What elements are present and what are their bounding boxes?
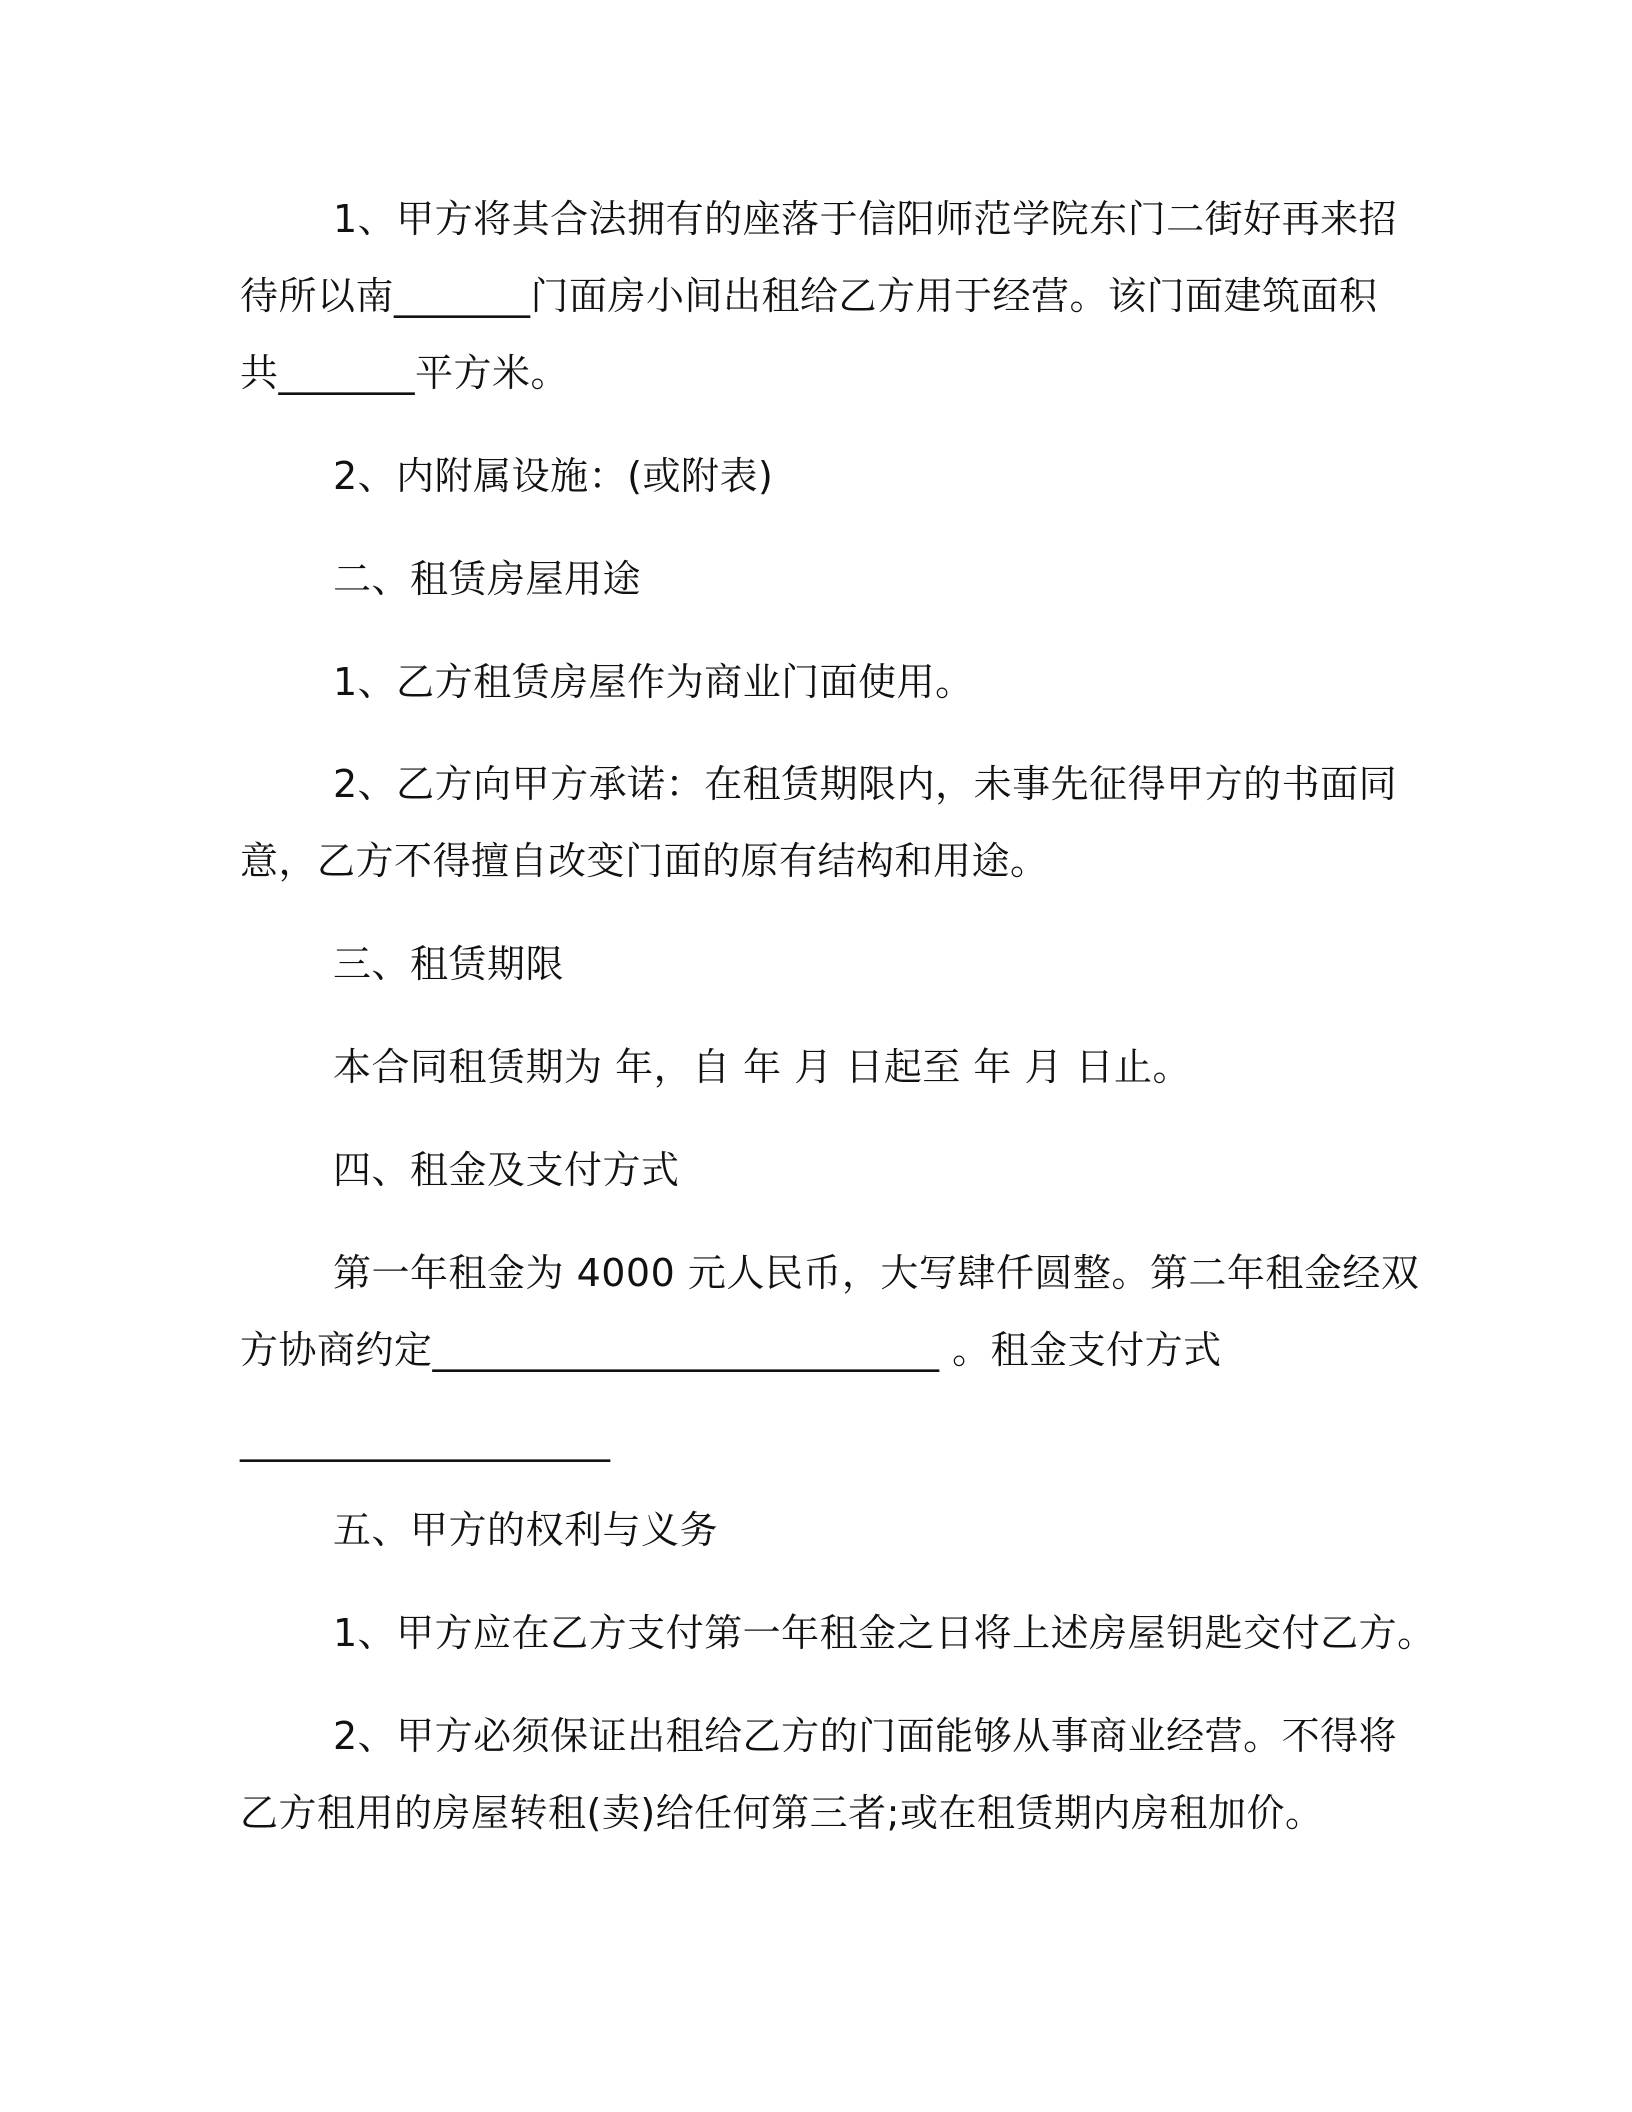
usage-clause-1: 1、乙方租赁房屋作为商业门面使用。 — [333, 660, 974, 704]
lessor-duty-2-line-2: 乙方租用的房屋转租(卖)给任何第三者;或在租赁期内房租加价。 — [240, 1791, 1324, 1835]
rent-line-3: ___________________ — [240, 1418, 611, 1462]
usage-clause-2-line-1: 2、乙方向甲方承诺：在租赁期限内，未事先征得甲方的书面同 — [333, 762, 1398, 806]
clause-1-line-2: 待所以南_______门面房小间出租给乙方用于经营。该门面建筑面积 — [240, 274, 1378, 318]
usage-clause-2-line-2: 意，乙方不得擅自改变门面的原有结构和用途。 — [240, 839, 1049, 883]
section-heading-4: 四、租金及支付方式 — [333, 1148, 680, 1192]
clause-1-line-1: 1、甲方将其合法拥有的座落于信阳师范学院东门二街好再来招 — [333, 197, 1398, 241]
rent-line-1: 第一年租金为 4000 元人民币，大写肆仟圆整。第二年租金经双 — [333, 1251, 1420, 1295]
section-heading-3: 三、租赁期限 — [333, 942, 565, 986]
clause-2-facilities: 2、内附属设施：(或附表) — [333, 454, 774, 498]
rent-line-2: 方协商约定__________________________ 。租金支付方式 — [240, 1328, 1222, 1372]
lessor-duty-2-line-1: 2、甲方必须保证出租给乙方的门面能够从事商业经营。不得将 — [333, 1714, 1398, 1758]
lease-term-text: 本合同租赁期为 年，自 年 月 日起至 年 月 日止。 — [333, 1045, 1192, 1089]
section-heading-5: 五、甲方的权利与义务 — [333, 1508, 719, 1552]
clause-1-line-3: 共_______平方米。 — [240, 351, 570, 395]
section-heading-2: 二、租赁房屋用途 — [333, 557, 642, 601]
lessor-duty-1: 1、甲方应在乙方支付第一年租金之日将上述房屋钥匙交付乙方。 — [333, 1611, 1436, 1655]
